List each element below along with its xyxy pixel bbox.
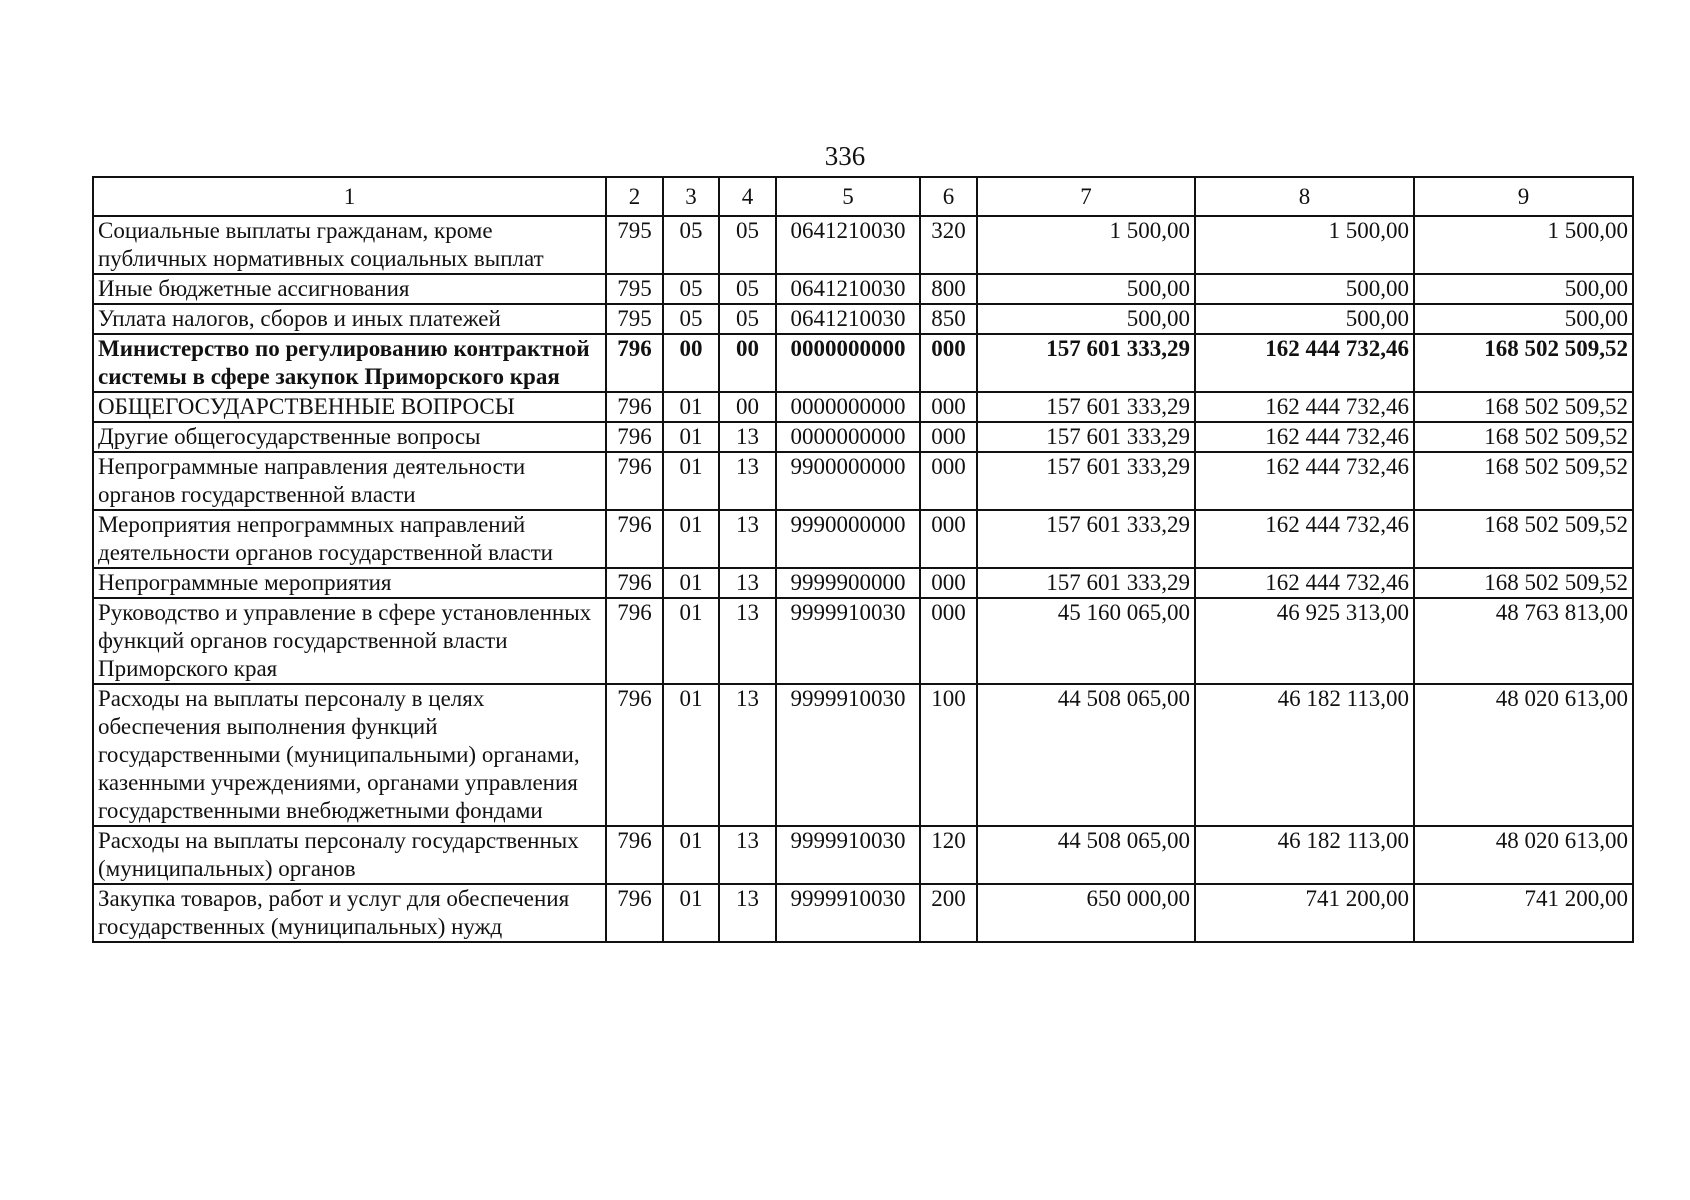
target-article-cell: 0000000000 xyxy=(776,422,920,452)
target-article-cell: 9999900000 xyxy=(776,568,920,598)
table-body xyxy=(93,216,1633,942)
column-header: 9 xyxy=(1414,177,1633,216)
subsection-code-cell: 13 xyxy=(719,684,776,826)
target-article-cell: 9999910030 xyxy=(776,598,920,684)
amount-year3-cell: 168 502 509,52 xyxy=(1414,334,1633,392)
expense-type-cell: 000 xyxy=(920,452,977,510)
subsection-code-cell: 13 xyxy=(719,826,776,884)
item-name-cell: Руководство и управление в сфере установленных функций органов государственной власти Приморского края xyxy=(93,598,606,684)
expense-type-cell: 000 xyxy=(920,598,977,684)
table-row xyxy=(93,568,1633,598)
section-code-cell: 00 xyxy=(663,334,719,392)
amount-year2-cell: 162 444 732,46 xyxy=(1195,568,1414,598)
column-header: 2 xyxy=(606,177,663,216)
section-code-cell: 01 xyxy=(663,392,719,422)
glava-code-cell: 796 xyxy=(606,452,663,510)
column-header: 3 xyxy=(663,177,719,216)
amount-year3-cell: 168 502 509,52 xyxy=(1414,392,1633,422)
subsection-code-cell: 13 xyxy=(719,422,776,452)
glava-code-cell: 796 xyxy=(606,826,663,884)
amount-year3-cell: 168 502 509,52 xyxy=(1414,422,1633,452)
target-article-cell: 0000000000 xyxy=(776,392,920,422)
table-header-row xyxy=(93,177,1633,216)
item-name-cell: Другие общегосударственные вопросы xyxy=(93,422,606,452)
subsection-code-cell: 13 xyxy=(719,452,776,510)
target-article-cell: 0000000000 xyxy=(776,334,920,392)
amount-year3-cell: 48 020 613,00 xyxy=(1414,826,1633,884)
column-header: 7 xyxy=(977,177,1195,216)
expense-type-cell: 000 xyxy=(920,510,977,568)
amount-year2-cell: 162 444 732,46 xyxy=(1195,422,1414,452)
item-name-cell: Иные бюджетные ассигнования xyxy=(93,274,606,304)
item-name-cell: Расходы на выплаты персоналу государственных (муниципальных) органов xyxy=(93,826,606,884)
item-name-cell: Расходы на выплаты персоналу в целях обеспечения выполнения функций государственными (муниципальными) органами, казенными учреждениями, органами управления государственными внебюджетными фондами xyxy=(93,684,606,826)
amount-year1-cell: 157 601 333,29 xyxy=(977,452,1195,510)
column-header: 8 xyxy=(1195,177,1414,216)
glava-code-cell: 796 xyxy=(606,884,663,942)
subsection-code-cell: 13 xyxy=(719,510,776,568)
target-article-cell: 0641210030 xyxy=(776,304,920,334)
item-name-cell: Непрограммные направления деятельности органов государственной власти xyxy=(93,452,606,510)
amount-year3-cell: 48 020 613,00 xyxy=(1414,684,1633,826)
amount-year2-cell: 500,00 xyxy=(1195,274,1414,304)
column-header: 1 xyxy=(93,177,606,216)
glava-code-cell: 796 xyxy=(606,334,663,392)
section-code-cell: 01 xyxy=(663,826,719,884)
amount-year2-cell: 46 182 113,00 xyxy=(1195,826,1414,884)
column-header: 6 xyxy=(920,177,977,216)
amount-year1-cell: 500,00 xyxy=(977,274,1195,304)
expense-type-cell: 850 xyxy=(920,304,977,334)
section-code-cell: 01 xyxy=(663,452,719,510)
glava-code-cell: 796 xyxy=(606,510,663,568)
expense-type-cell: 000 xyxy=(920,334,977,392)
expense-type-cell: 000 xyxy=(920,568,977,598)
subsection-code-cell: 00 xyxy=(719,392,776,422)
section-code-cell: 05 xyxy=(663,216,719,274)
section-code-cell: 01 xyxy=(663,598,719,684)
expense-type-cell: 000 xyxy=(920,422,977,452)
column-header: 4 xyxy=(719,177,776,216)
glava-code-cell: 796 xyxy=(606,392,663,422)
target-article-cell: 0641210030 xyxy=(776,216,920,274)
amount-year2-cell: 46 182 113,00 xyxy=(1195,684,1414,826)
target-article-cell: 0641210030 xyxy=(776,274,920,304)
column-header: 5 xyxy=(776,177,920,216)
amount-year1-cell: 44 508 065,00 xyxy=(977,684,1195,826)
amount-year2-cell: 162 444 732,46 xyxy=(1195,452,1414,510)
target-article-cell: 9999910030 xyxy=(776,884,920,942)
section-code-cell: 01 xyxy=(663,684,719,826)
section-code-cell: 01 xyxy=(663,568,719,598)
section-code-cell: 01 xyxy=(663,422,719,452)
expense-type-cell: 120 xyxy=(920,826,977,884)
expense-type-cell: 000 xyxy=(920,392,977,422)
target-article-cell: 9999910030 xyxy=(776,684,920,826)
table-row xyxy=(93,826,1633,884)
expense-type-cell: 800 xyxy=(920,274,977,304)
table-row xyxy=(93,598,1633,684)
amount-year2-cell: 162 444 732,46 xyxy=(1195,510,1414,568)
target-article-cell: 9999910030 xyxy=(776,826,920,884)
amount-year2-cell: 46 925 313,00 xyxy=(1195,598,1414,684)
amount-year1-cell: 1 500,00 xyxy=(977,216,1195,274)
amount-year1-cell: 44 508 065,00 xyxy=(977,826,1195,884)
glava-code-cell: 796 xyxy=(606,684,663,826)
item-name-cell: Министерство по регулированию контрактной системы в сфере закупок Приморского края xyxy=(93,334,606,392)
subsection-code-cell: 05 xyxy=(719,216,776,274)
item-name-cell: Социальные выплаты гражданам, кроме публичных нормативных социальных выплат xyxy=(93,216,606,274)
amount-year1-cell: 157 601 333,29 xyxy=(977,392,1195,422)
amount-year3-cell: 168 502 509,52 xyxy=(1414,452,1633,510)
glava-code-cell: 795 xyxy=(606,216,663,274)
amount-year3-cell: 1 500,00 xyxy=(1414,216,1633,274)
table-row xyxy=(93,304,1633,334)
expense-type-cell: 320 xyxy=(920,216,977,274)
subsection-code-cell: 13 xyxy=(719,568,776,598)
expense-type-cell: 200 xyxy=(920,884,977,942)
expense-type-cell: 100 xyxy=(920,684,977,826)
glava-code-cell: 796 xyxy=(606,568,663,598)
amount-year3-cell: 741 200,00 xyxy=(1414,884,1633,942)
table-row xyxy=(93,216,1633,274)
amount-year2-cell: 162 444 732,46 xyxy=(1195,392,1414,422)
subsection-code-cell: 05 xyxy=(719,304,776,334)
table-row xyxy=(93,884,1633,942)
section-code-cell: 01 xyxy=(663,884,719,942)
budget-table xyxy=(92,176,1634,943)
amount-year3-cell: 168 502 509,52 xyxy=(1414,510,1633,568)
page-number: 336 xyxy=(824,141,866,171)
amount-year1-cell: 45 160 065,00 xyxy=(977,598,1195,684)
amount-year2-cell: 162 444 732,46 xyxy=(1195,334,1414,392)
glava-code-cell: 796 xyxy=(606,598,663,684)
glava-code-cell: 795 xyxy=(606,304,663,334)
subsection-code-cell: 00 xyxy=(719,334,776,392)
table-row xyxy=(93,684,1633,826)
table-row xyxy=(93,452,1633,510)
amount-year3-cell: 500,00 xyxy=(1414,274,1633,304)
amount-year2-cell: 741 200,00 xyxy=(1195,884,1414,942)
item-name-cell: Непрограммные мероприятия xyxy=(93,568,606,598)
amount-year1-cell: 157 601 333,29 xyxy=(977,422,1195,452)
section-code-cell: 01 xyxy=(663,510,719,568)
target-article-cell: 9900000000 xyxy=(776,452,920,510)
section-code-cell: 05 xyxy=(663,304,719,334)
item-name-cell: ОБЩЕГОСУДАРСТВЕННЫЕ ВОПРОСЫ xyxy=(93,392,606,422)
amount-year2-cell: 500,00 xyxy=(1195,304,1414,334)
amount-year1-cell: 650 000,00 xyxy=(977,884,1195,942)
item-name-cell: Мероприятия непрограммных направлений деятельности органов государственной власти xyxy=(93,510,606,568)
amount-year1-cell: 157 601 333,29 xyxy=(977,510,1195,568)
target-article-cell: 9990000000 xyxy=(776,510,920,568)
amount-year1-cell: 157 601 333,29 xyxy=(977,568,1195,598)
subsection-code-cell: 05 xyxy=(719,274,776,304)
amount-year3-cell: 500,00 xyxy=(1414,304,1633,334)
table-row xyxy=(93,392,1633,422)
table-row xyxy=(93,334,1633,392)
table-row xyxy=(93,510,1633,568)
glava-code-cell: 795 xyxy=(606,274,663,304)
amount-year2-cell: 1 500,00 xyxy=(1195,216,1414,274)
section-code-cell: 05 xyxy=(663,274,719,304)
amount-year3-cell: 168 502 509,52 xyxy=(1414,568,1633,598)
item-name-cell: Уплата налогов, сборов и иных платежей xyxy=(93,304,606,334)
amount-year1-cell: 500,00 xyxy=(977,304,1195,334)
item-name-cell: Закупка товаров, работ и услуг для обеспечения государственных (муниципальных) нужд xyxy=(93,884,606,942)
subsection-code-cell: 13 xyxy=(719,598,776,684)
amount-year1-cell: 157 601 333,29 xyxy=(977,334,1195,392)
subsection-code-cell: 13 xyxy=(719,884,776,942)
table-row xyxy=(93,274,1633,304)
glava-code-cell: 796 xyxy=(606,422,663,452)
table-row xyxy=(93,422,1633,452)
amount-year3-cell: 48 763 813,00 xyxy=(1414,598,1633,684)
